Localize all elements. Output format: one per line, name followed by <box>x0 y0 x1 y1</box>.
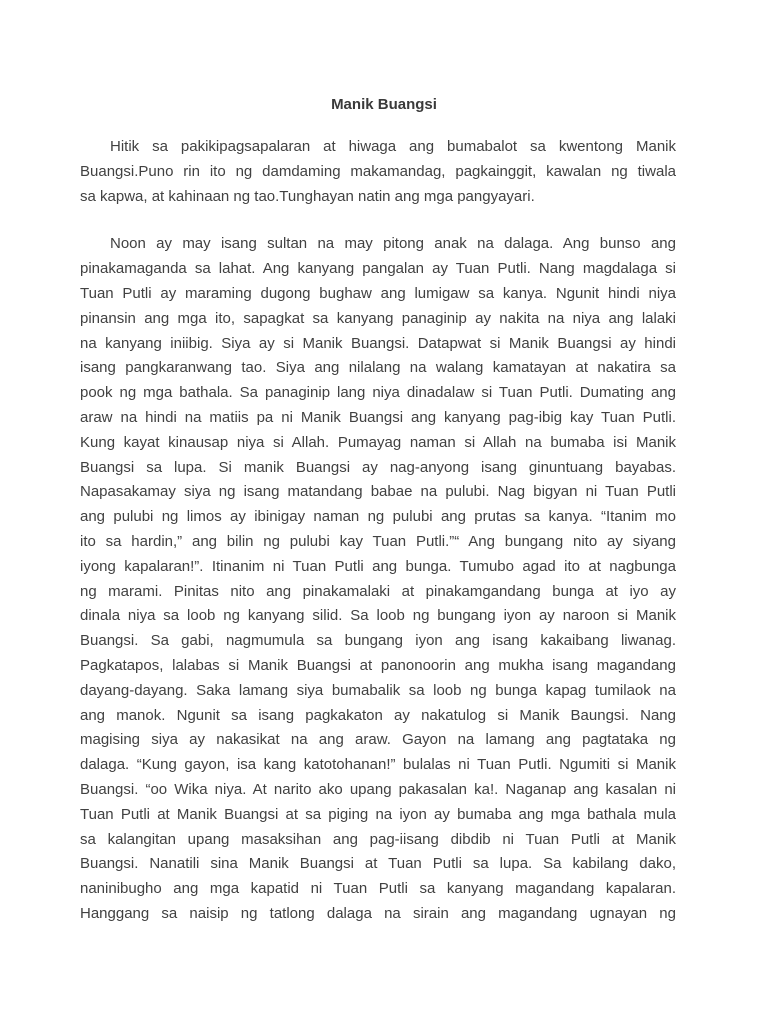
text-line: Tuan Putli at Manik Buangsi at sa piging na iyon ay bumaba ang mga bathala mula <box>80 805 676 823</box>
text-line: Pagkatapos, lalabas si Manik Buangsi at panonoorin ang mukha isang magandang <box>80 656 676 674</box>
text-line: pinakamaganda sa lahat. Ang kanyang pangalan ay Tuan Putli. Nang magdalaga si <box>80 260 676 278</box>
text-line: pook ng mga bathala. Sa panaginip lang niya dinadalaw si Tuan Putli. Dumating ang <box>80 384 676 402</box>
paragraph-story <box>80 232 676 926</box>
text-line: Napasakamay siya ng isang matandang babae na pulubi. Nag bigyan ni Tuan Putli <box>80 483 676 501</box>
text-line: Hitik sa pakikipagsapalaran at hiwaga ang bumabalot sa kwentong Manik <box>110 138 676 155</box>
text-line: Kung kayat kinausap niya si Allah. Pumayag naman si Allah na bumaba isi Manik <box>80 433 676 451</box>
text-line: pinansin ang mga ito, sapagkat sa kanyang panaginip ay nakita na niya ang lalaki <box>80 309 676 327</box>
text-line: sa kapwa, at kahinaan ng tao.Tunghayan natin ang mga pangyayari. <box>80 187 535 205</box>
text-line: Buangsi.Puno rin ito ng damdaming makamandag, pagkainggit, kawalan ng tiwala <box>80 162 676 180</box>
text-line: ang manok. Ngunit sa isang pagkakaton ay nakatulog si Manik Baungsi. Nang <box>80 706 676 724</box>
text-line: na kanyang iniibig. Siya ay si Manik Buangsi. Datapwat si Manik Buangsi ay hindi <box>80 334 676 352</box>
text-line: ng marami. Pinitas nito ang pinakamalaki at pinakamgandang bunga at iyo ay <box>80 582 676 600</box>
text-line: ito sa hardin,” ang bilin ng pulubi kay Tuan Putli.”“ Ang bungang nito ay siyang <box>80 532 676 550</box>
text-line: dinala niya sa loob ng kanyang silid. Sa loob ng bungang iyon ay naroon si Manik <box>80 607 676 625</box>
text-line: Tuan Putli ay maraming dugong bughaw ang lumigaw sa kanya. Ngunit hindi niya <box>80 284 676 302</box>
text-line: ang pulubi ng limos ay ibinigay naman ng pulubi ang prutas sa kanya. “Itanim mo <box>80 508 676 526</box>
text-line: sa kalangitan upang masaksihan ang pag-iisang dibdib ni Tuan Putli at Manik <box>80 830 676 848</box>
text-line: Buangsi. “oo Wika niya. At narito ako upang pakasalan ka!. Naganap ang kasalan ni <box>80 780 676 798</box>
text-line: dayang-dayang. Saka lamang siya bumabalik sa loob ng bunga kapag tumilaok na <box>80 681 676 699</box>
text-line: dalaga. “Kung gayon, isa kang katotohanan!” bulalas ni Tuan Putli. Ngumiti si Manik <box>80 756 676 774</box>
text-line: magising siya ay nakasikat na ang araw. Gayon na lamang ang pagtataka ng <box>80 731 676 749</box>
text-line: iyong kapalaran!”. Itinanim ni Tuan Putli ang bunga. Tumubo agad ito at nagbunga <box>80 557 676 575</box>
paragraph-intro <box>80 135 676 209</box>
text-line: Hanggang sa naisip ng tatlong dalaga na sirain ang magandang ugnayan ng <box>80 904 676 922</box>
text-line: Buangsi sa lupa. Si manik Buangsi ay nag-anyong isang ginuntuang bayabas. <box>80 458 676 476</box>
text-line: Buangsi. Nanatili sina Manik Buangsi at Tuan Putli sa lupa. Sa kabilang dako, <box>80 855 676 873</box>
text-line: naninibugho ang mga kapatid ni Tuan Putli sa kanyang magandang kapalaran. <box>80 880 676 898</box>
text-line: isang pangkaranwang tao. Siya ang nilalang na walang kamatayan at nakatira sa <box>80 359 676 377</box>
text-line: Buangsi. Sa gabi, nagmumula sa bungang iyon ang isang kakaibang liwanag. <box>80 632 676 650</box>
text-line: Noon ay may isang sultan na may pitong anak na dalaga. Ang bunso ang <box>110 235 676 253</box>
document-title: Manik Buangsi <box>331 96 437 113</box>
text-line: araw na hindi na matiis pa ni Manik Buangsi ang kanyang pag-ibig kay Tuan Putli. <box>80 408 676 426</box>
